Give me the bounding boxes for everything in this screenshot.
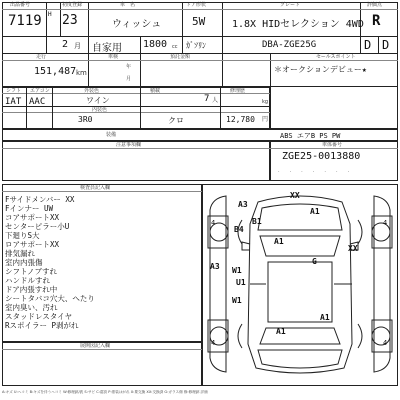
recycle-label: 預託金額 [170, 54, 191, 60]
note-15: Rスポイラー P剥がれ [5, 321, 79, 330]
diagram-note-label: 展開図記入欄 [80, 343, 111, 349]
equipment-value: ABS エアB PS PW [280, 132, 341, 140]
grade-value: 1.8X HIDセレクション 4WD [232, 19, 364, 30]
car-name: ウィッシュ [112, 19, 162, 30]
score-label: 評価点 [367, 2, 383, 8]
color-code: 3R0 [78, 115, 93, 124]
interior-color-label: 内装色 [92, 107, 108, 113]
seats-value: 7 [204, 94, 210, 104]
frame-number: ZGE25-0013880 [282, 151, 361, 162]
interior-score: D [364, 38, 372, 52]
inspection-month-unit: 月 [126, 76, 132, 82]
year-era: H [48, 11, 52, 18]
cc-unit: cc [172, 44, 178, 50]
use-value: 自家用 [92, 43, 122, 54]
equipment-label: 装備 [106, 132, 117, 138]
mark-a1-top: A1 [310, 207, 320, 216]
doors-label: ドア形状 [186, 2, 206, 8]
lot-label: 出品番号 [10, 2, 31, 8]
mark-hood-xx: XX [290, 191, 300, 200]
tire-front-left: 4 [211, 219, 216, 227]
inspection-year-unit: 年 [126, 64, 132, 70]
color-label: 外装色 [84, 88, 100, 94]
year-label: 初度登録 [62, 2, 83, 8]
note-4: センターピラー小U [5, 222, 70, 231]
recycle-unit: 円 [262, 116, 269, 123]
note-9: シフトノブすれ [5, 267, 58, 276]
shift-label: シフト [6, 88, 22, 94]
note-8: 室内内張傷 [5, 258, 43, 267]
model-code: DBA-ZGE25G [262, 40, 317, 50]
mark-a1-low: A1 [320, 313, 330, 322]
shift-value: IAT [5, 97, 22, 107]
mark-a1-mid: A1 [274, 237, 284, 246]
displacement-value: 1800 [143, 39, 168, 50]
fuel-value: ｶﾞｿﾘﾝ [186, 41, 206, 50]
note-6: ロアサポートXX [5, 240, 60, 249]
interior-color: クロ [168, 116, 184, 125]
sales-point-text: ＊オークションデビュー★ [274, 65, 367, 74]
sales-point-label: セールスポイント [316, 54, 356, 60]
ac-value: AAC [29, 97, 46, 107]
month-unit: 月 [74, 42, 81, 50]
inspector-label: 検査員記入欄 [80, 185, 111, 191]
note-11: ドア内張すれ中 [5, 285, 58, 294]
ac-label: エアコン [30, 88, 50, 94]
score-value: R [372, 13, 381, 29]
mileage-unit: km [76, 69, 87, 77]
year-value: 23 [62, 13, 78, 28]
frame-label: 車体番号 [322, 142, 343, 148]
mark-a3-left: A3 [210, 262, 220, 271]
mark-w1-a: W1 [232, 266, 242, 275]
exterior-score: D [382, 38, 390, 52]
car-outline-diagram [202, 184, 398, 386]
note-5: 下廻りS大 [5, 231, 40, 240]
cert-label: 修理歴 [230, 88, 246, 94]
note-10: ハンドルすれ [5, 276, 50, 285]
tire-rear-right: 4 [383, 339, 388, 347]
mark-b1: B1 [252, 217, 262, 226]
seats-unit: 人 [212, 97, 219, 104]
recycle-fee: 12,780 [226, 115, 255, 124]
doors-value: 5W [192, 15, 206, 28]
damage-legend: A:キズ U:ヘコミ B:キズを伴うヘコミ W:修理跡/波 S:サビ C:腐食 P:塗装はがれ X:要交換 XX:交換済 G:ガラス傷 修:修理跡 評価 [2, 390, 208, 394]
tire-front-right: 4 [383, 219, 388, 227]
mark-a1-bottom: A1 [276, 327, 286, 336]
note-2: Fインナー UW [5, 204, 54, 213]
mark-u1: U1 [236, 278, 246, 287]
note-13: 室内臭い、汚れ [5, 303, 58, 312]
inspection-label: 車検 [108, 54, 119, 60]
note-14: スタッドレスタイヤ [5, 312, 73, 321]
grade-label: グレード [280, 2, 301, 8]
capacity-unit: kg [262, 99, 269, 105]
mileage-label: 走行 [36, 54, 47, 60]
lot-number: 7119 [8, 13, 42, 29]
capacity-label: 積載 [150, 88, 161, 94]
note-12: シートタバコ穴大、へたり [5, 294, 95, 303]
month-value: 2 [62, 39, 69, 50]
mileage-value: 151,487 [34, 66, 77, 77]
mark-g: G [312, 257, 317, 266]
mark-xx-right: XX [348, 244, 358, 253]
note-7: 排気漏れ [5, 249, 35, 258]
mark-a3-top: A3 [238, 200, 248, 209]
tire-rear-left: 4 [211, 339, 216, 347]
note-3: コアサポートXX [5, 213, 60, 222]
car-name-label: 車 名 [120, 2, 136, 8]
notes-label: 注意事項欄 [116, 142, 142, 148]
note-1: Fサイドメンバー XX [5, 195, 75, 204]
mark-w1-b: W1 [232, 296, 242, 305]
mark-b4: B4 [234, 225, 244, 234]
color-value: ワイン [86, 96, 110, 105]
